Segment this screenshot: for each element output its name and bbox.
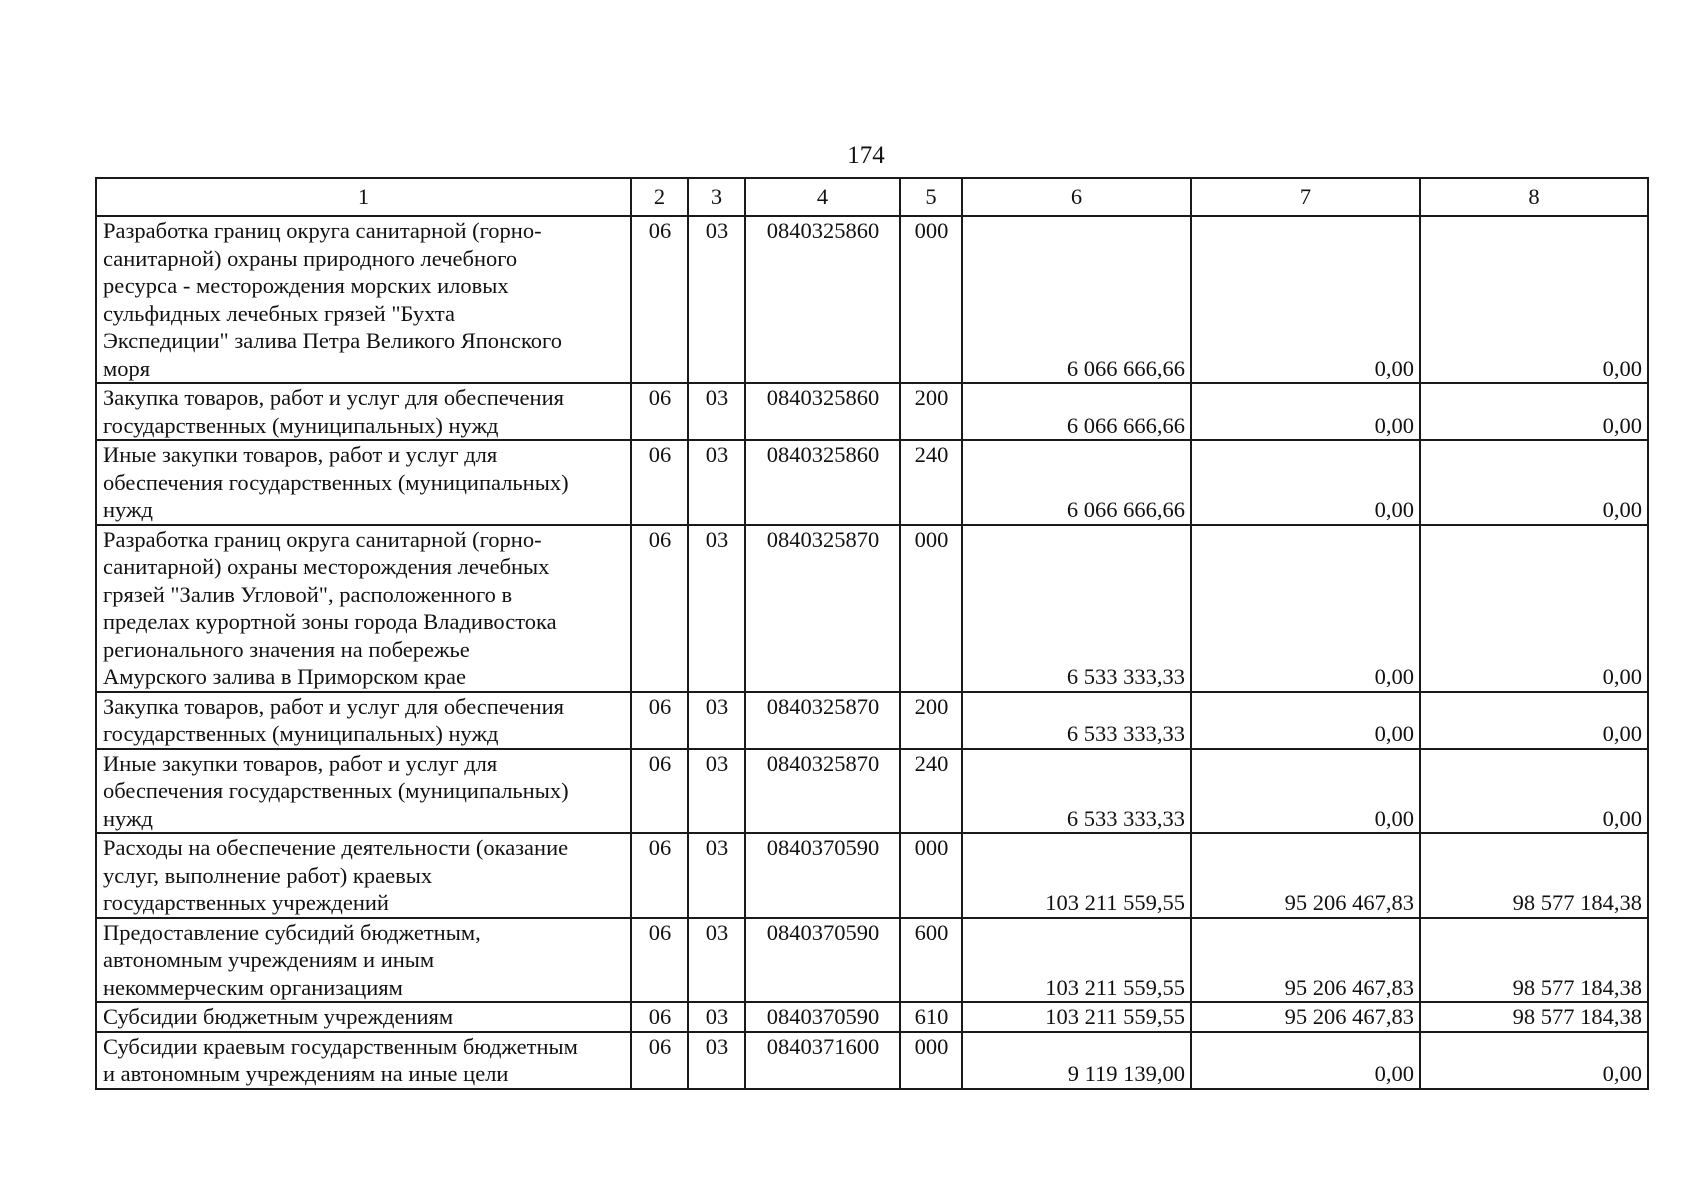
amount-col-7: 95 206 467,83: [1191, 1002, 1420, 1032]
target-article-code: 0840370590: [745, 1002, 900, 1032]
row-name-line: Амурского залива в Приморском крае: [103, 664, 466, 689]
table-row: [96, 749, 1648, 834]
row-name-line: Закупка товаров, работ и услуг для обеспечения: [103, 693, 564, 719]
expense-type-code: 000: [900, 525, 962, 692]
table-row: [96, 918, 1648, 1003]
row-name-line: пределах курортной зоны города Владивостока: [103, 609, 557, 634]
expense-type-code: 610: [900, 1002, 962, 1032]
expense-type-code: 240: [900, 749, 962, 834]
expense-type-code: 200: [900, 383, 962, 440]
header-col-7: 7: [1191, 178, 1420, 216]
row-name-line: государственных (муниципальных) нужд: [103, 412, 499, 438]
section-code: 06: [631, 216, 688, 383]
amount-col-7: 0,00: [1191, 440, 1420, 525]
section-code: 06: [631, 1002, 688, 1032]
row-name: [96, 440, 631, 525]
amount-col-6: 6 066 666,66: [962, 216, 1191, 383]
row-name-line: сульфидных лечебных грязей "Бухта: [103, 300, 455, 326]
section-code: 06: [631, 525, 688, 692]
amount-col-8: 0,00: [1420, 383, 1648, 440]
amount-col-8: 0,00: [1420, 216, 1648, 383]
header-col-6: 6: [962, 178, 1191, 216]
row-name-line: Закупка товаров, работ и услуг для обеспечения: [103, 385, 564, 410]
amount-col-6: 103 211 559,55: [962, 918, 1191, 1003]
subsection-code: 03: [688, 440, 745, 525]
row-name-line: обеспечения государственных (муниципальных): [103, 778, 569, 803]
amount-col-7: 0,00: [1191, 1032, 1420, 1089]
amount-col-8: 0,00: [1420, 749, 1648, 834]
subsection-code: 03: [688, 216, 745, 383]
row-name-line: Разработка границ округа санитарной (горно-: [103, 526, 542, 552]
row-name-line: грязей "Залив Угловой", расположенного в: [103, 581, 513, 607]
target-article-code: 0840325860: [745, 383, 900, 440]
row-name-line: моря: [103, 355, 151, 381]
amount-col-7: 0,00: [1191, 216, 1420, 383]
amount-col-8: 0,00: [1420, 692, 1648, 749]
budget-table: [95, 177, 1649, 1090]
target-article-code: 0840370590: [745, 833, 900, 918]
section-code: 06: [631, 833, 688, 918]
amount-col-6: 6 533 333,33: [962, 749, 1191, 834]
table-row: [96, 833, 1648, 918]
header-col-1: 1: [96, 178, 631, 216]
section-code: 06: [631, 749, 688, 834]
table-row: [96, 525, 1648, 692]
amount-col-7: 0,00: [1191, 749, 1420, 834]
subsection-code: 03: [688, 692, 745, 749]
row-name: [96, 525, 631, 692]
subsection-code: 03: [688, 383, 745, 440]
amount-col-8: 0,00: [1420, 525, 1648, 692]
row-name: [96, 383, 631, 440]
row-name-line: нужд: [103, 497, 153, 522]
row-name: [96, 833, 631, 918]
table-row: [96, 440, 1648, 525]
target-article-code: 0840325860: [745, 440, 900, 525]
target-article-code: 0840325860: [745, 216, 900, 383]
table-row: [96, 1002, 1648, 1032]
row-name-line: санитарной) охраны месторождения лечебных: [103, 554, 550, 579]
header-col-2: 2: [631, 178, 688, 216]
amount-col-8: 98 577 184,38: [1420, 1002, 1648, 1032]
row-name: [96, 918, 631, 1003]
amount-col-6: 6 533 333,33: [962, 692, 1191, 749]
row-name-line: государственных учреждений: [103, 890, 389, 915]
row-name-line: обеспечения государственных (муниципальных): [103, 469, 569, 495]
row-name-line: некоммерческим организациям: [103, 974, 403, 1000]
row-name-line: и автономным учреждениям на иные цели: [103, 1061, 509, 1086]
amount-col-6: 6 066 666,66: [962, 383, 1191, 440]
target-article-code: 0840325870: [745, 525, 900, 692]
section-code: 06: [631, 918, 688, 1003]
target-article-code: 0840325870: [745, 692, 900, 749]
table-row: [96, 1032, 1648, 1089]
row-name-line: Предоставление субсидий бюджетным,: [103, 919, 481, 945]
row-name-line: Расходы на обеспечение деятельности (оказание: [103, 835, 569, 860]
expense-type-code: 000: [900, 833, 962, 918]
amount-col-6: 103 211 559,55: [962, 833, 1191, 918]
amount-col-7: 0,00: [1191, 383, 1420, 440]
row-name-line: ресурса - месторождения морских иловых: [103, 273, 509, 298]
page-number: 174: [847, 142, 885, 169]
amount-col-8: 0,00: [1420, 440, 1648, 525]
header-col-5: 5: [900, 178, 962, 216]
row-name-line: Субсидии краевым государственным бюджетным: [103, 1033, 578, 1059]
header-col-8: 8: [1420, 178, 1648, 216]
expense-type-code: 240: [900, 440, 962, 525]
subsection-code: 03: [688, 833, 745, 918]
row-name: [96, 216, 631, 383]
row-name-line: нужд: [103, 805, 153, 831]
header-col-3: 3: [688, 178, 745, 216]
amount-col-8: 0,00: [1420, 1032, 1648, 1089]
row-name-line: услуг, выполнение работ) краевых: [103, 862, 433, 888]
target-article-code: 0840371600: [745, 1032, 900, 1089]
header-row: [96, 178, 1648, 216]
row-name-line: санитарной) охраны природного лечебного: [103, 245, 518, 271]
amount-col-7: 95 206 467,83: [1191, 833, 1420, 918]
amount-col-8: 98 577 184,38: [1420, 918, 1648, 1003]
expense-type-code: 000: [900, 216, 962, 383]
row-name-line: Разработка границ округа санитарной (горно-: [103, 218, 542, 243]
amount-col-7: 0,00: [1191, 692, 1420, 749]
row-name-line: регионального значения на побережье: [103, 636, 470, 662]
section-code: 06: [631, 440, 688, 525]
section-code: 06: [631, 1032, 688, 1089]
row-name-line: государственных (муниципальных) нужд: [103, 721, 499, 746]
table-row: [96, 216, 1648, 383]
row-name-line: автономным учреждениям и иным: [103, 947, 435, 972]
amount-col-7: 95 206 467,83: [1191, 918, 1420, 1003]
row-name: [96, 692, 631, 749]
header-col-4: 4: [745, 178, 900, 216]
subsection-code: 03: [688, 1032, 745, 1089]
target-article-code: 0840370590: [745, 918, 900, 1003]
expense-type-code: 600: [900, 918, 962, 1003]
table-row: [96, 692, 1648, 749]
subsection-code: 03: [688, 749, 745, 834]
row-name: [96, 749, 631, 834]
subsection-code: 03: [688, 525, 745, 692]
expense-type-code: 000: [900, 1032, 962, 1089]
amount-col-8: 98 577 184,38: [1420, 833, 1648, 918]
subsection-code: 03: [688, 918, 745, 1003]
section-code: 06: [631, 383, 688, 440]
subsection-code: 03: [688, 1002, 745, 1032]
amount-col-6: 6 533 333,33: [962, 525, 1191, 692]
row-name-line: Субсидии бюджетным учреждениям: [103, 1004, 454, 1029]
row-name: [96, 1032, 631, 1089]
section-code: 06: [631, 692, 688, 749]
expense-type-code: 200: [900, 692, 962, 749]
amount-col-6: 103 211 559,55: [962, 1002, 1191, 1032]
row-name-line: Иные закупки товаров, работ и услуг для: [103, 750, 498, 776]
row-name-line: Экспедиции" залива Петра Великого Японского: [103, 328, 562, 353]
amount-col-6: 6 066 666,66: [962, 440, 1191, 525]
table-body: [96, 216, 1648, 1089]
row-name-line: Иные закупки товаров, работ и услуг для: [103, 442, 498, 467]
amount-col-6: 9 119 139,00: [962, 1032, 1191, 1089]
row-name: [96, 1002, 631, 1032]
amount-col-7: 0,00: [1191, 525, 1420, 692]
target-article-code: 0840325870: [745, 749, 900, 834]
table-row: [96, 383, 1648, 440]
